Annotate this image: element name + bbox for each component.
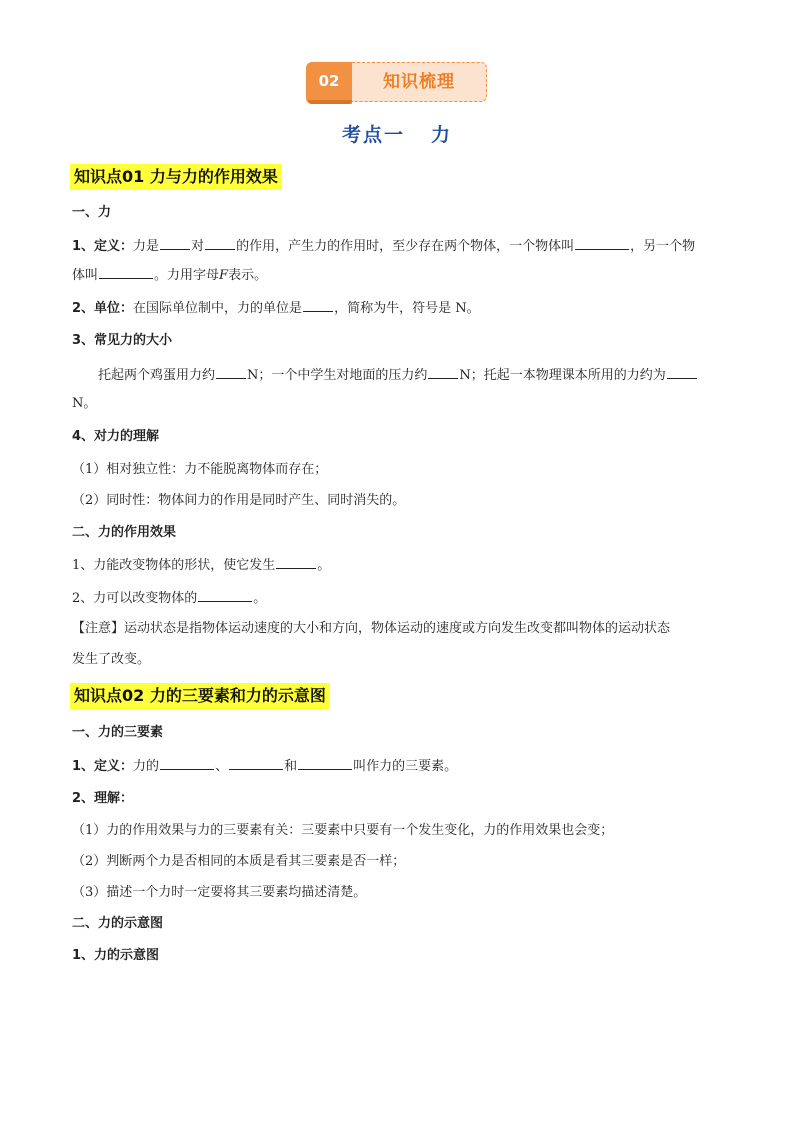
text: 。	[253, 591, 267, 606]
kp2-understanding-item-3: （3）描述一个力时一定要将其三要素均描述清楚。	[72, 885, 367, 900]
kp1-subheading-force: 一、力	[72, 205, 112, 220]
unit-label: 2、单位：	[72, 301, 134, 316]
kp1-understanding-item-1: （1）相对独立性：力不能脱离物体而存在；	[72, 462, 328, 477]
text: 叫作力的三要素。	[353, 759, 458, 774]
kp1-common-forces-line-1	[72, 364, 726, 387]
force-symbol: F	[219, 268, 229, 283]
text: 2、力可以改变物体的	[72, 591, 198, 606]
section-title	[0, 120, 794, 147]
text: 。	[317, 558, 331, 573]
text: 对	[191, 239, 205, 254]
fill-blank[interactable]	[160, 235, 190, 250]
kp1-definition-line-2	[72, 264, 726, 287]
fill-blank[interactable]	[205, 235, 235, 250]
kp2-diagram-label: 1、力的示意图	[72, 948, 160, 963]
fill-blank[interactable]	[303, 297, 333, 312]
badge-number: 02	[306, 62, 352, 104]
kp1-note-line-2: 发生了改变。	[72, 652, 151, 667]
fill-blank[interactable]	[276, 554, 316, 569]
text: 的作用，产生力的作用时，至少存在两个物体，一个物体叫	[236, 239, 575, 254]
definition-label: 1、定义：	[72, 759, 134, 774]
kp2-understanding-item-2: （2）判断两个力是否相同的本质是看其三要素是否一样；	[72, 854, 406, 869]
kp2-subheading-diagram: 二、力的示意图	[72, 916, 164, 931]
text: 在国际单位制中，力的单位是	[133, 301, 303, 316]
fill-blank[interactable]	[575, 235, 629, 250]
fill-blank[interactable]	[229, 755, 283, 770]
kp1-note-line-1	[72, 618, 726, 640]
kp2-subheading-three-elements: 一、力的三要素	[72, 725, 164, 740]
section-badge	[306, 62, 488, 104]
fill-blank[interactable]	[298, 755, 352, 770]
section-title-part-b: 力	[431, 124, 453, 146]
knowledge-point-1-heading: 知识点01 力与力的作用效果	[70, 164, 282, 190]
fill-blank[interactable]	[99, 264, 153, 279]
kp1-understanding-item-2: （2）同时性：物体间力的作用是同时产生、同时消失的。	[72, 493, 406, 508]
text: 表示。	[228, 268, 268, 283]
badge-label: 知识梳理	[352, 62, 487, 102]
text: 力的	[133, 759, 160, 774]
fill-blank[interactable]	[667, 364, 697, 379]
text: 和	[284, 759, 298, 774]
badge-shadow	[308, 100, 352, 104]
kp1-definition-line-1	[72, 235, 726, 258]
text: 体叫	[72, 268, 99, 283]
fill-blank[interactable]	[160, 755, 214, 770]
kp1-subheading-effects: 二、力的作用效果	[72, 525, 177, 540]
kp1-common-forces-line-2: N。	[72, 396, 97, 411]
kp2-understanding-item-1: （1）力的作用效果与力的三要素有关：三要素中只要有一个发生变化，力的作用效果也会变；	[72, 823, 614, 838]
text: 、	[215, 759, 229, 774]
kp1-unit-line	[72, 297, 726, 320]
text: 托起两个鸡蛋用力约	[98, 368, 216, 383]
kp2-understanding-label: 2、理解：	[72, 791, 134, 806]
knowledge-point-2-heading: 知识点02 力的三要素和力的示意图	[70, 683, 330, 709]
fill-blank[interactable]	[216, 364, 246, 379]
kp1-effect-line-1	[72, 554, 726, 577]
text: N；一个中学生对地面的压力约	[247, 368, 428, 383]
text: 。力用字母	[154, 268, 220, 283]
kp1-understanding-label: 4、对力的理解	[72, 429, 160, 444]
definition-label: 1、定义：	[72, 239, 134, 254]
fill-blank[interactable]	[198, 587, 252, 602]
section-title-part-a: 考点一	[341, 124, 405, 146]
kp1-common-forces-label: 3、常见力的大小	[72, 333, 173, 348]
text: 力是	[133, 239, 160, 254]
text: N；托起一本物理课本所用的力约为	[459, 368, 666, 383]
kp1-effect-line-2	[72, 587, 726, 610]
note-text: 【注意】运动状态是指物体运动速度的大小和方向，物体运动的速度或方向发生改变都叫物体的运动状态	[72, 621, 671, 636]
kp2-definition-line	[72, 755, 726, 778]
fill-blank[interactable]	[428, 364, 458, 379]
text: 1、力能改变物体的形状，使它发生	[72, 558, 276, 573]
text: ，另一个物	[630, 239, 696, 254]
text: ，简称为牛，符号是 N。	[334, 301, 480, 316]
